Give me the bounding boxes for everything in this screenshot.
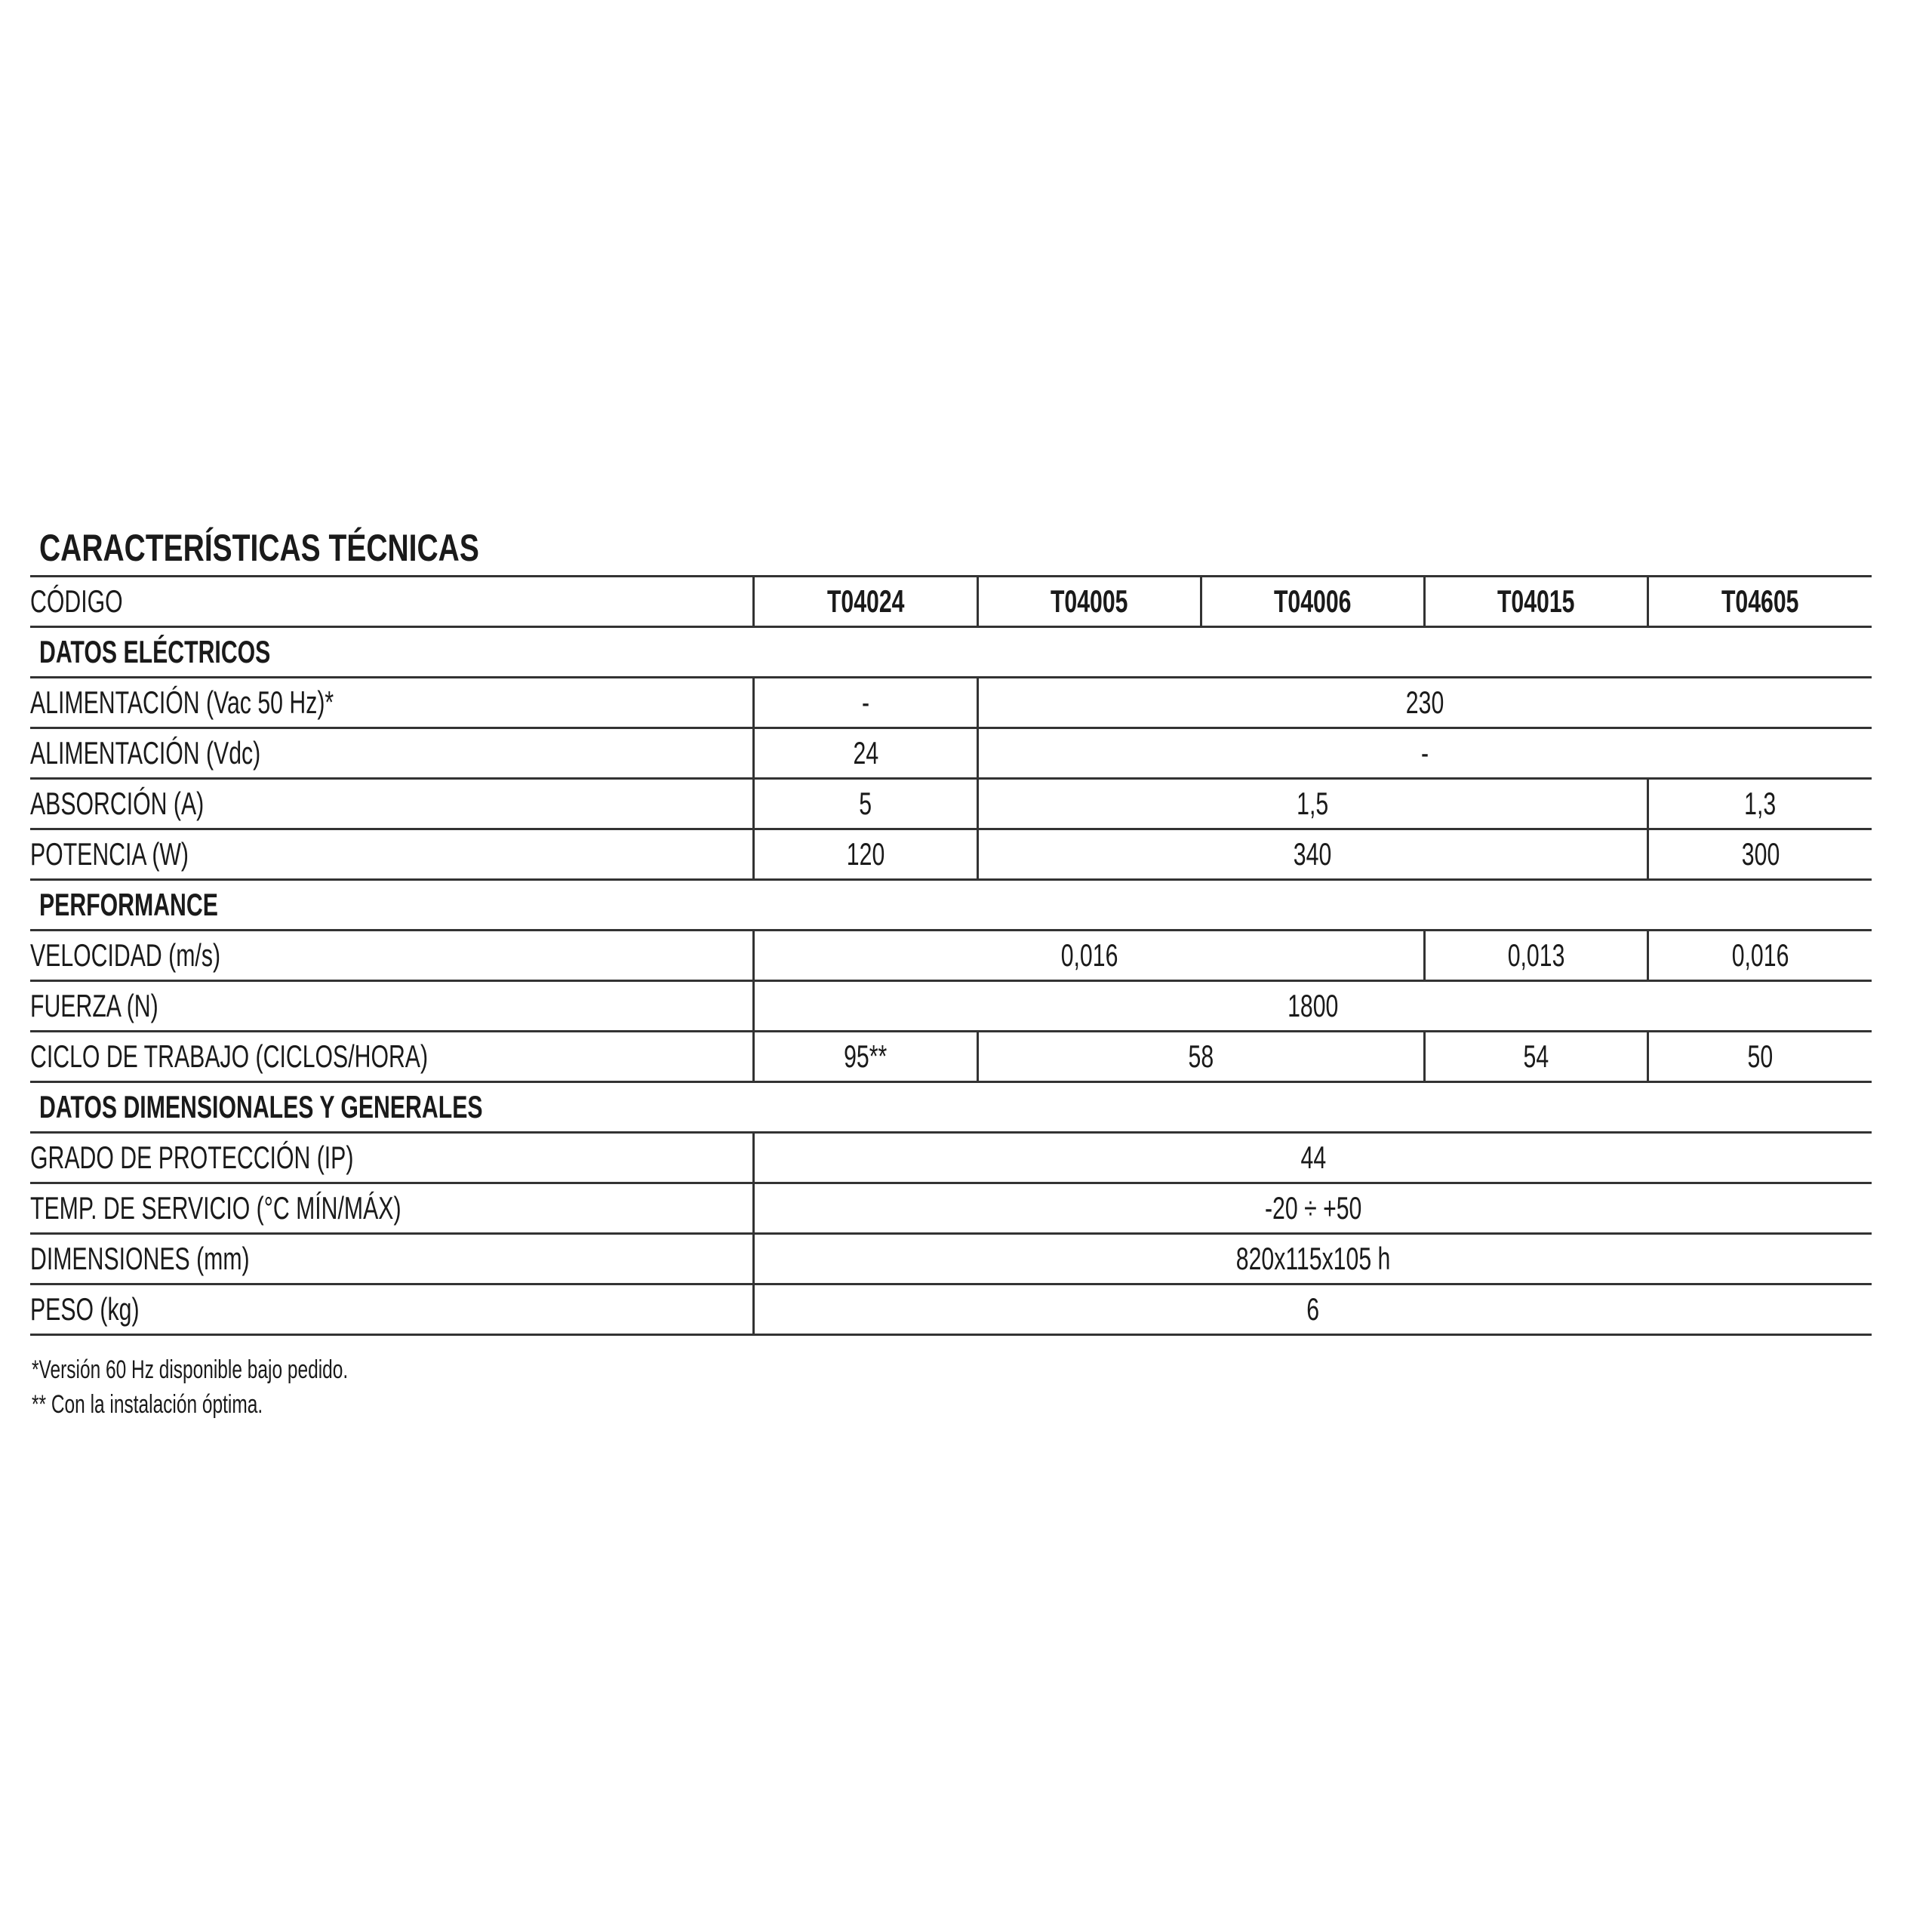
- row-label: FUERZA (N): [30, 981, 754, 1032]
- value-cell: 230: [977, 678, 1872, 728]
- value-cell: 95**: [754, 1032, 977, 1082]
- table-row: [30, 779, 1872, 829]
- row-label: GRADO DE PROTECCIÓN (IP): [30, 1133, 754, 1183]
- row-label: ALIMENTACIÓN (Vdc): [30, 728, 754, 779]
- spec-sheet: [30, 521, 1872, 1422]
- row-label: ABSORCIÓN (A): [30, 779, 754, 829]
- row-label: VELOCIDAD (m/s): [30, 931, 754, 981]
- value-cell: 50: [1648, 1032, 1872, 1082]
- value-cell: 58: [977, 1032, 1424, 1082]
- row-label: TEMP. DE SERVICIO (°C MÍN/MÁX): [30, 1183, 754, 1234]
- table-row: [30, 931, 1872, 981]
- value-cell: 0,013: [1424, 931, 1647, 981]
- table-row: [30, 1234, 1872, 1284]
- section-general: [30, 1082, 1872, 1133]
- row-label: POTENCIA (W): [30, 829, 754, 880]
- specs-table: [30, 575, 1872, 1336]
- section-title: DATOS DIMENSIONALES Y GENERALES: [30, 1082, 1872, 1133]
- value-cell: 300: [1648, 829, 1872, 880]
- header-row: [30, 577, 1872, 627]
- page-title: CARACTERÍSTICAS TÉCNICAS: [39, 527, 479, 569]
- code-t04605: T04605: [1648, 577, 1872, 627]
- value-cell: -: [754, 678, 977, 728]
- value-cell: 1,5: [977, 779, 1648, 829]
- table-row: [30, 981, 1872, 1032]
- table-row: [30, 1183, 1872, 1234]
- value-cell: 54: [1424, 1032, 1647, 1082]
- value-cell: 1,3: [1648, 779, 1872, 829]
- row-label: DIMENSIONES (mm): [30, 1234, 754, 1284]
- value-cell: 24: [754, 728, 977, 779]
- table-row: [30, 728, 1872, 779]
- value-cell: 0,016: [1648, 931, 1872, 981]
- row-label: ALIMENTACIÓN (Vac 50 Hz)*: [30, 678, 754, 728]
- row-label: PESO (kg): [30, 1284, 754, 1335]
- value-cell: -20 ÷ +50: [754, 1183, 1872, 1234]
- value-cell: 340: [977, 829, 1648, 880]
- code-t04006: T04006: [1201, 577, 1424, 627]
- table-row: [30, 1133, 1872, 1183]
- section-performance: [30, 880, 1872, 931]
- code-t04015: T04015: [1424, 577, 1647, 627]
- code-label: CÓDIGO: [30, 577, 754, 627]
- footnotes: [32, 1352, 1872, 1422]
- section-electrical: [30, 627, 1872, 678]
- value-cell: 820x115x105 h: [754, 1234, 1872, 1284]
- table-row: [30, 678, 1872, 728]
- table-row: [30, 829, 1872, 880]
- row-label: CICLO DE TRABAJO (CICLOS/HORA): [30, 1032, 754, 1082]
- value-cell: 1800: [754, 981, 1872, 1032]
- value-cell: 0,016: [754, 931, 1425, 981]
- code-t04005: T04005: [977, 577, 1201, 627]
- section-title: PERFORMANCE: [30, 880, 1872, 931]
- value-cell: 6: [754, 1284, 1872, 1335]
- footnote-60hz: *Versión 60 Hz disponible bajo pedido.: [32, 1355, 349, 1384]
- code-t04024: T04024: [754, 577, 977, 627]
- section-title: DATOS ELÉCTRICOS: [30, 627, 1872, 678]
- value-cell: 44: [754, 1133, 1872, 1183]
- table-row: [30, 1284, 1872, 1335]
- value-cell: 120: [754, 829, 977, 880]
- footnote-installation: ** Con la instalación óptima.: [32, 1390, 263, 1419]
- value-cell: 5: [754, 779, 977, 829]
- table-row: [30, 1032, 1872, 1082]
- value-cell: -: [977, 728, 1872, 779]
